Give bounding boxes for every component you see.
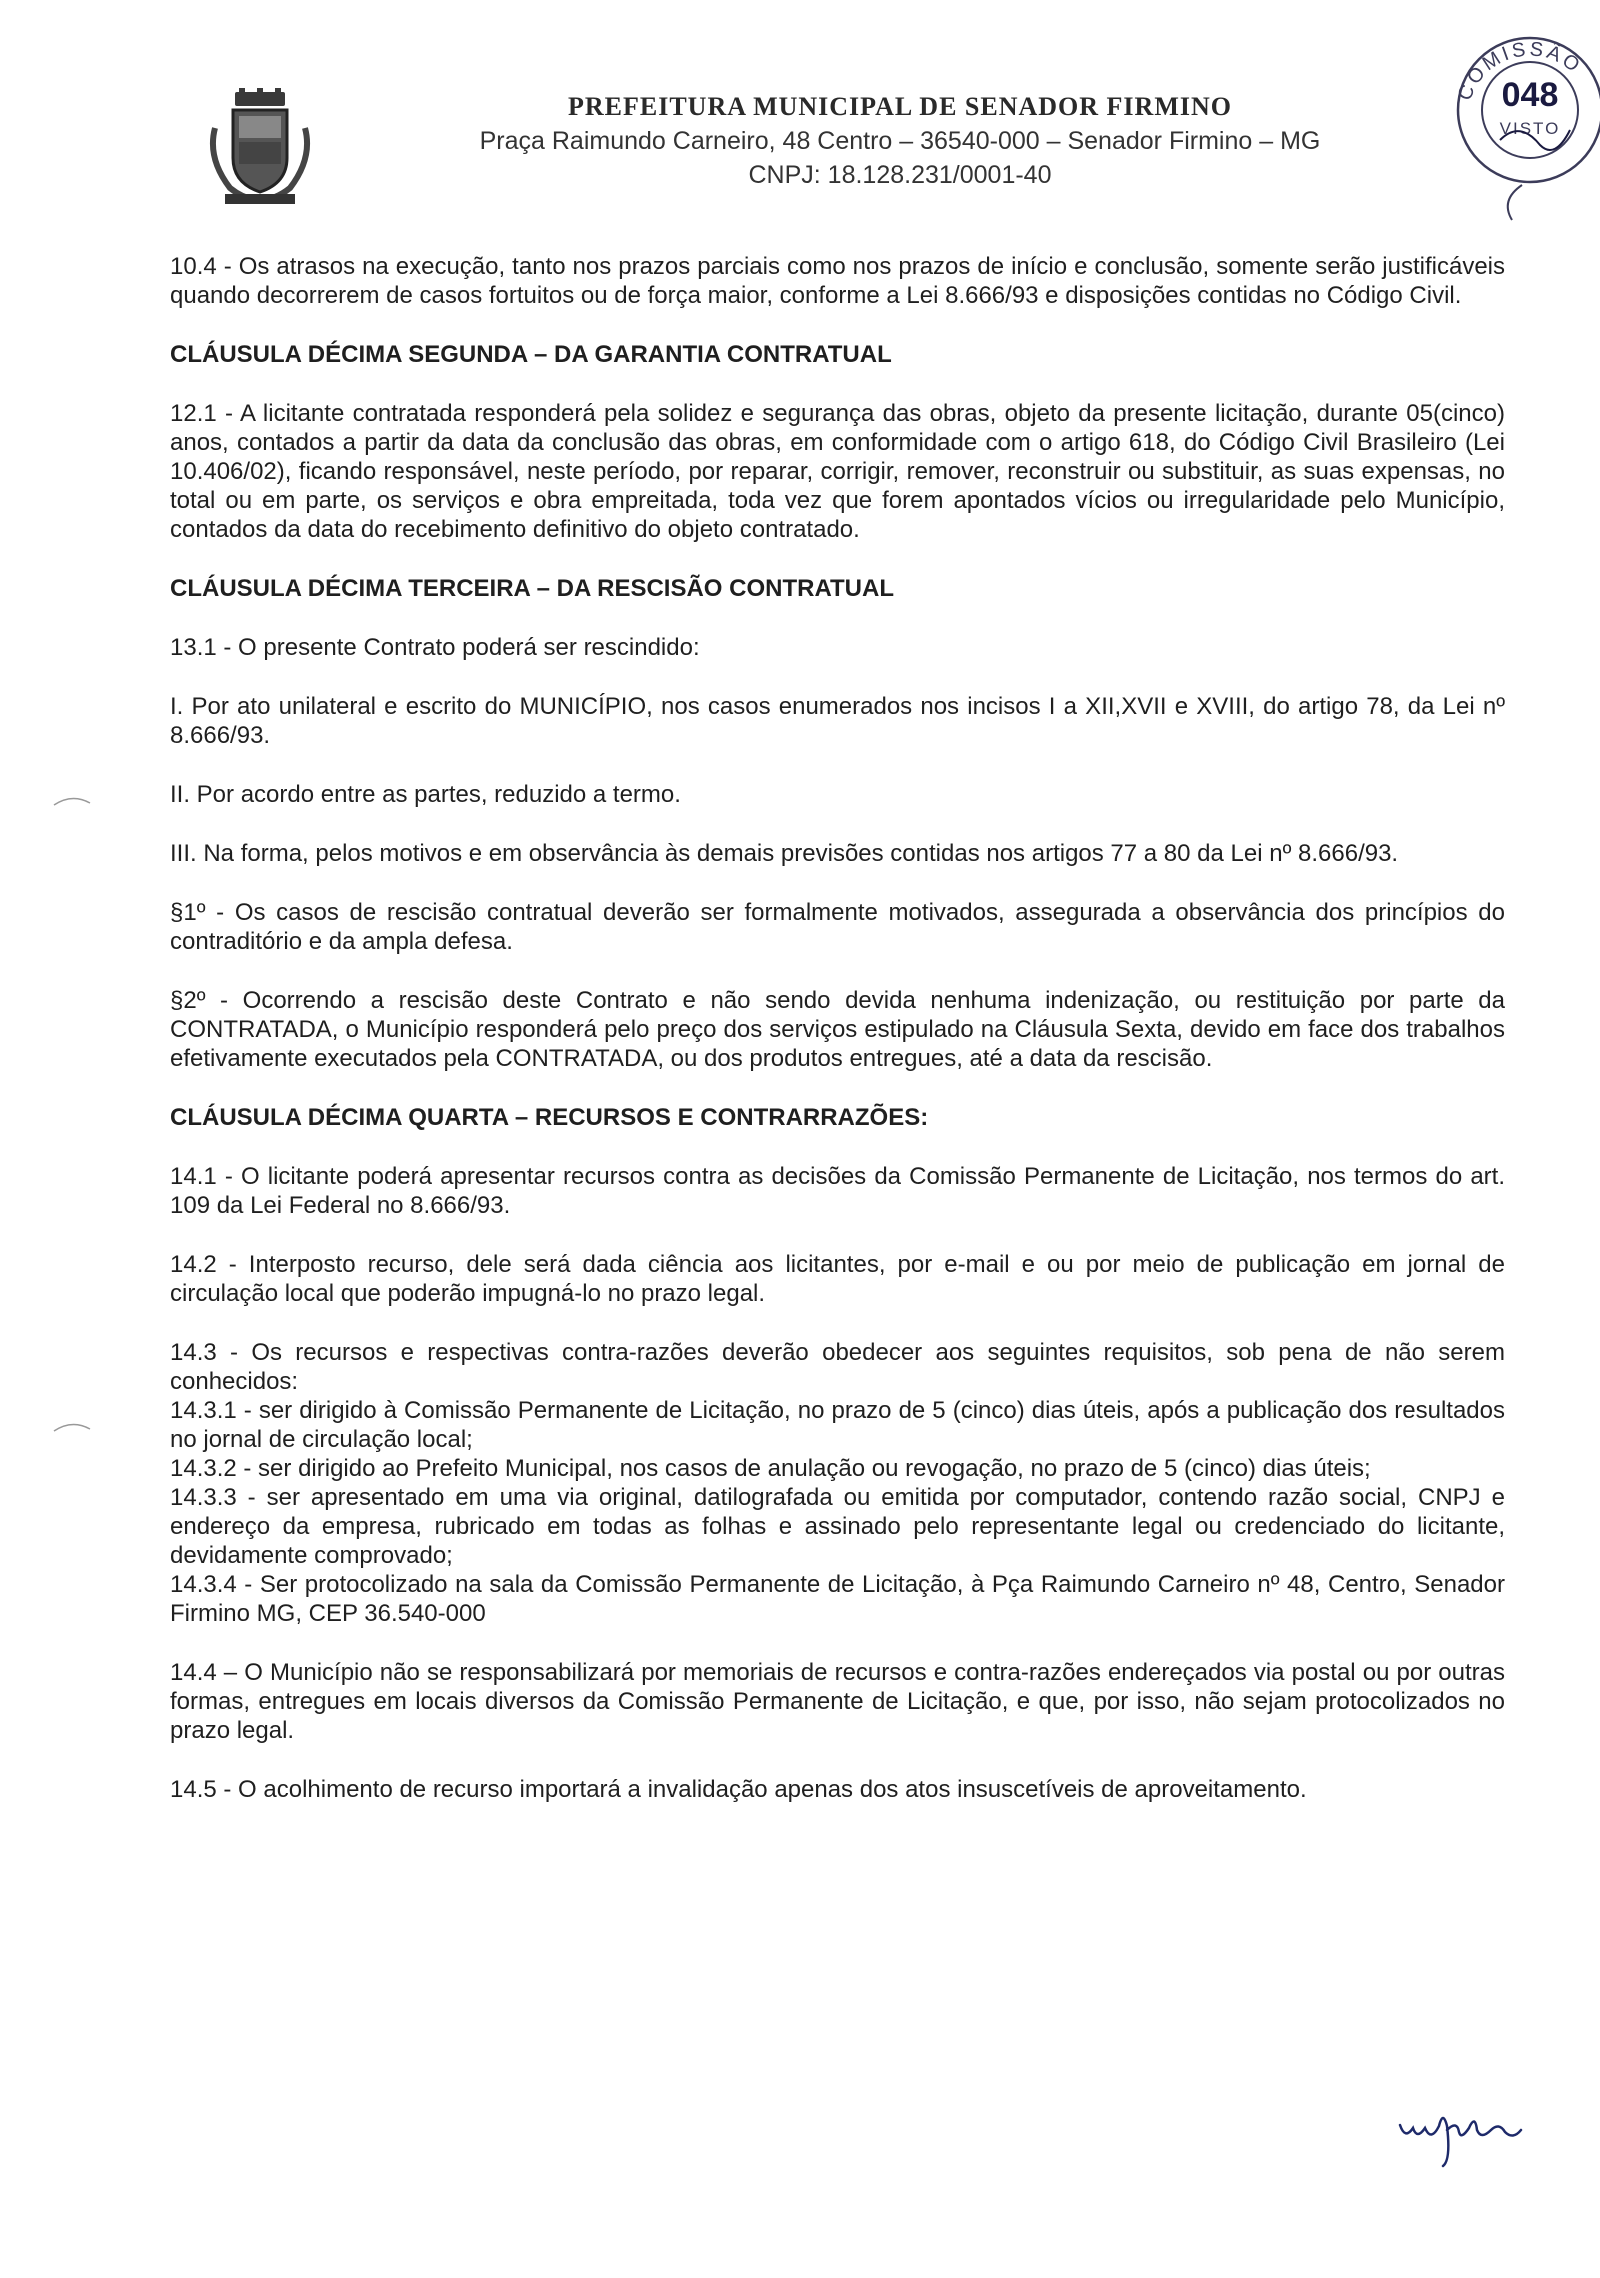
clause-14-3-2: 14.3.2 - ser dirigido ao Prefeito Municipal, nos casos de anulação ou revogação, no prazo de 5 (cinco) dias úteis; (170, 1455, 1371, 1482)
clause-14-1: 14.1 - O licitante poderá apresentar recursos contra as decisões da Comissão Permanente de Licitação, nos termos do art. 109 da Lei Federal no 8.666/93. (170, 1163, 1505, 1219)
clause-13-item-ii: II. Por acordo entre as partes, reduzido a termo. (170, 781, 681, 808)
municipal-crest-icon (205, 88, 315, 208)
clause-14-3-4: 14.3.4 - Ser protocolizado na sala da Comissão Permanente de Licitação, à Pça Raimundo Carneiro nº 48, Centro, Senador Firmino MG, CEP 36.540-000 (170, 1571, 1505, 1627)
stamp-word: VISTO (1499, 119, 1561, 138)
margin-mark (52, 793, 92, 807)
margin-mark (52, 1419, 92, 1433)
commission-stamp-icon (1430, 10, 1600, 230)
clause-14-3-1: 14.3.1 - ser dirigido à Comissão Permanente de Licitação, no prazo de 5 (cinco) dias úteis, após a publicação dos resultados no jornal de circulação local; (170, 1397, 1505, 1453)
clause-13-item-iii: III. Na forma, pelos motivos e em observância às demais previsões contidas nos artigos 77 a 80 da Lei nº 8.666/93. (170, 840, 1399, 867)
heading-clause-13: CLÁUSULA DÉCIMA TERCEIRA – DA RESCISÃO CONTRATUAL (170, 575, 894, 602)
letterhead-cnpj: CNPJ: 18.128.231/0001-40 (748, 161, 1052, 189)
letterhead (400, 90, 1400, 192)
document-body (170, 252, 1505, 1804)
clause-14-4: 14.4 – O Município não se responsabilizará por memoriais de recursos e contra-razões endereçados via postal ou por outras formas, entregues em locais diversos da Comissão Permanente de Licitação, e que, por isso, não sejam protocolizados no prazo legal. (170, 1659, 1505, 1744)
heading-clause-14: CLÁUSULA DÉCIMA QUARTA – RECURSOS E CONTRARRAZÕES: (170, 1104, 929, 1131)
clause-13-item-i: I. Por ato unilateral e escrito do MUNICÍPIO, nos casos enumerados nos incisos I a XII,XVII e XVIII, do artigo 78, da Lei nº 8.666/93. (170, 693, 1505, 749)
clause-14-3: 14.3 - Os recursos e respectivas contra-razões deverão obedecer aos seguintes requisitos, sob pena de não serem conhecidos: (170, 1339, 1505, 1395)
clause-12-1: 12.1 - A licitante contratada responderá pela solidez e segurança das obras, objeto da presente licitação, durante 05(cinco) anos, contados a partir da data da conclusão das obras, em conformidade com o artigo 618, do Código Civil Brasileiro (Lei 10.406/02), ficando responsável, neste período, por reparar, corrigir, remover, reconstruir ou substituir, as suas expensas, no total ou em parte, os serviços e obra empreitada, toda vez que forem apontados vícios ou irregularidade pelo Município, contados da data do recebimento definitivo do objeto contratado. (170, 400, 1505, 543)
handwritten-initials-icon (1395, 2100, 1525, 2170)
clause-13-1: 13.1 - O presente Contrato poderá ser rescindido: (170, 634, 700, 661)
clause-13-paragraph-1: §1º - Os casos de rescisão contratual deverão ser formalmente motivados, assegurada a observância dos princípios do contraditório e da ampla defesa. (170, 899, 1505, 955)
stamp-number: 048 (1501, 76, 1559, 114)
letterhead-title: PREFEITURA MUNICIPAL DE SENADOR FIRMINO (567, 92, 1232, 121)
clause-13-paragraph-2: §2º - Ocorrendo a rescisão deste Contrato e não sendo devida nenhuma indenização, ou restituição por parte da CONTRATADA, o Município responderá pelo preço dos serviços estipulado na Cláusula Sexta, devido em face dos trabalhos efetivamente executados pela CONTRATADA, ou dos produtos entregues, até a data da rescisão. (170, 987, 1505, 1072)
heading-clause-12: CLÁUSULA DÉCIMA SEGUNDA – DA GARANTIA CONTRATUAL (170, 341, 892, 368)
letterhead-address: Praça Raimundo Carneiro, 48 Centro – 36540-000 – Senador Firmino – MG (479, 127, 1321, 155)
stamp-label: COMISSÃO (1453, 38, 1586, 104)
clause-10-4: 10.4 - Os atrasos na execução, tanto nos prazos parciais como nos prazos de início e conclusão, somente serão justificáveis quando decorrerem de casos fortuitos ou de força maior, conforme a Lei 8.666/93 e disposições contidas no Código Civil. (170, 253, 1505, 309)
clause-14-3-3: 14.3.3 - ser apresentado em uma via original, datilografada ou emitida por computador, contendo razão social, CNPJ e endereço da empresa, rubricado em todas as folhas e assinado pelo representante legal ou credenciado do licitante, devidamente comprovado; (170, 1484, 1505, 1569)
clause-14-2: 14.2 - Interposto recurso, dele será dada ciência aos licitantes, por e-mail e ou por meio de publicação em jornal de circulação local que poderão impugná-lo no prazo legal. (170, 1251, 1505, 1307)
clause-14-5: 14.5 - O acolhimento de recurso importará a invalidação apenas dos atos insuscetíveis de aproveitamento. (170, 1776, 1307, 1803)
